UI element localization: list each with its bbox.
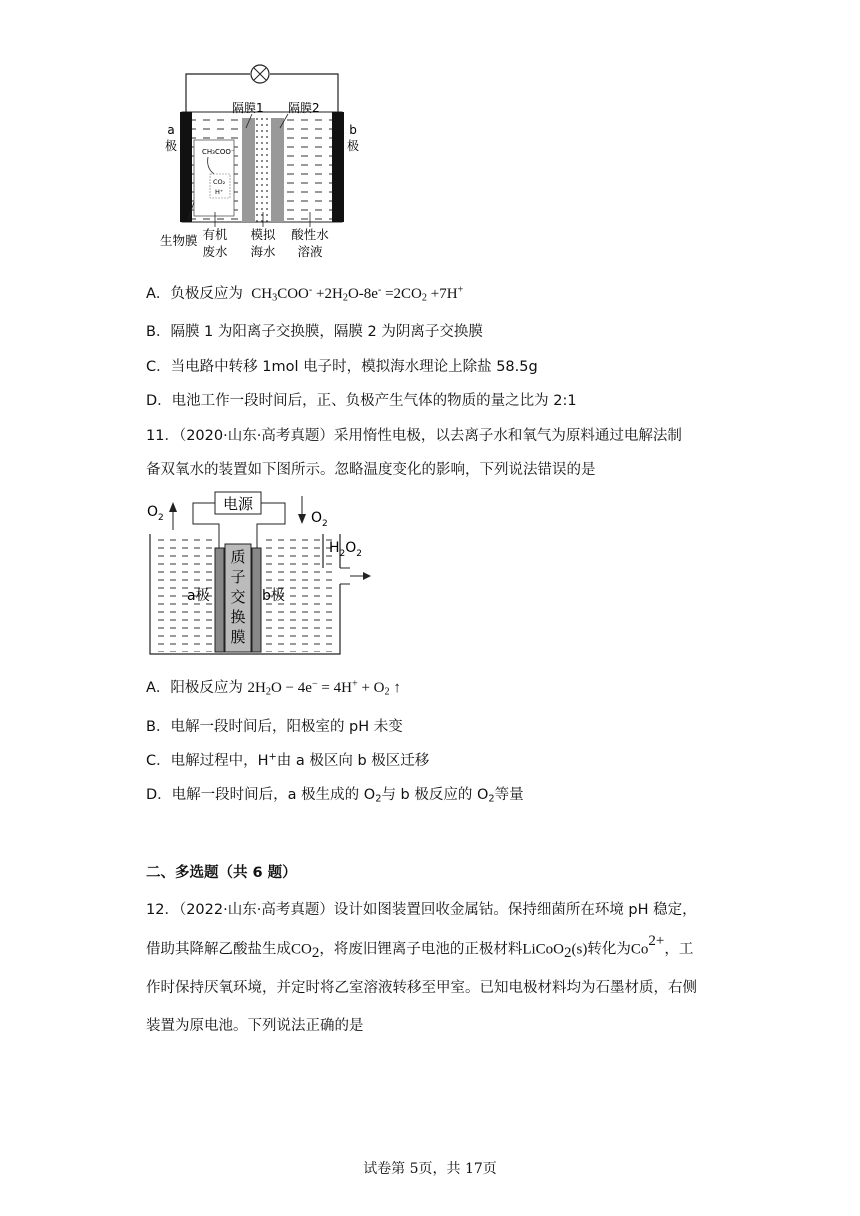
formula-anode: $2H_2O - 4e^- = 4H^+ + O_2$ ↑ (247, 678, 401, 698)
o2-in-label: $O_2$ (311, 510, 328, 529)
q11-option-d[interactable]: D．电解一段时间后，a 极生成的 $O_2$与 b 极反应的 $O_2$等量 (146, 787, 524, 805)
q11-stem-line1: 11．（2020·山东·高考真题）采用惰性电极，以去离子水和氧气为原料通过电解法制 (146, 428, 682, 444)
q10-option-c[interactable]: C．当电路中转移 1mol 电子时，模拟海水理论上除盐 58.5g (146, 359, 538, 375)
q12-stem-line2: 借助其降解乙酸盐生成$CO_2$，将废旧锂离子电池的正极材料LiCoO$_2$(s)转化为$Co^{2+}$，工 (146, 933, 694, 961)
bulb-icon (251, 65, 269, 83)
label-organic-1: 有机 (202, 227, 228, 242)
electrode-b-letter: b (349, 123, 357, 137)
label-acid-1: 酸性水 (291, 227, 329, 242)
svg-text:膜: 膜 (230, 628, 246, 646)
formula-cathode: $CH_3COO^- +2H_2O-8e^- =2CO_2 +7H^+$ (251, 284, 464, 304)
electrode-a-plate (215, 548, 224, 652)
electrode-b-label: b极 (262, 588, 285, 604)
electrode-a-letter: a (167, 123, 175, 137)
ion-ch3coo: CH₃COO⁻ (202, 148, 235, 156)
electrode-a-char: 极 (164, 139, 178, 153)
q11-option-b[interactable]: B．电解一段时间后，阳极室的 pH 未变 (146, 719, 403, 735)
electrode-b-plate (252, 548, 261, 652)
membrane-2-label: 隔膜2 (288, 101, 320, 115)
q12-stem-line4: 装置为原电池。下列说法正确的是 (146, 1018, 364, 1034)
membrane-2 (271, 118, 284, 222)
q11-option-a[interactable]: A．阳极反应为 $2H_2O - 4e^- = 4H^+ + O_2$ ↑ (146, 678, 401, 698)
electrode-a-label: a极 (187, 588, 210, 604)
power-label: 电源 (222, 495, 254, 513)
label-biofilm: 生物膜 (160, 233, 198, 248)
electrode-b (332, 112, 344, 222)
q11-option-c[interactable]: C．电解过程中，H+由 a 极区向 b 极区迁移 (146, 751, 430, 769)
section-heading: 二、多选题（共 6 题） (146, 865, 297, 881)
q10-option-b[interactable]: B．隔膜 1 为阳离子交换膜，隔膜 2 为阴离子交换膜 (146, 324, 483, 340)
label-seawater-2: 海水 (250, 244, 276, 259)
electrode-b-char: 极 (346, 139, 360, 153)
membrane-1 (242, 118, 255, 222)
svg-text:质: 质 (230, 548, 246, 566)
label-organic-2: 废水 (202, 244, 228, 259)
svg-text:换: 换 (230, 608, 246, 626)
membrane-1-label: 隔膜1 (232, 101, 264, 115)
electrode-a (180, 112, 192, 222)
q10-option-d[interactable]: D．电池工作一段时间后，正、负极产生气体的物质的量之比为 2:1 (146, 393, 577, 409)
svg-text:子: 子 (230, 568, 246, 586)
q11-stem-line2: 备双氧水的装置如下图所示。忽略温度变化的影响，下列说法错误的是 (146, 462, 596, 478)
o2-out-label: $O_2$ (147, 504, 164, 523)
ion-co2: CO₂ (213, 178, 226, 186)
figure-desalination-cell (160, 62, 380, 262)
svg-text:交: 交 (230, 588, 246, 606)
page-footer: 试卷第 5页，共 17页 (363, 1161, 497, 1177)
label-acid-2: 溶液 (297, 244, 323, 259)
h2o2-out-label: $H_2O_2$ (329, 540, 363, 559)
q10-option-a[interactable]: A．负极反应为 $CH_3COO^- +2H_2O-8e^- =2CO_2 +7H^+$ (146, 284, 464, 304)
q12-stem-line1: 12．（2022·山东·高考真题）设计如图装置回收金属钴。保持细菌所在环境 pH 稳定， (146, 902, 697, 918)
q12-stem-line3: 作时保持厌氧环境，并定时将乙室溶液转移至甲室。已知电极材料均为石墨材质，右侧 (146, 980, 697, 996)
figure-h2o2-electrolysis (145, 488, 375, 660)
ion-h: H⁺ (215, 188, 224, 196)
label-seawater-1: 模拟 (250, 227, 276, 242)
